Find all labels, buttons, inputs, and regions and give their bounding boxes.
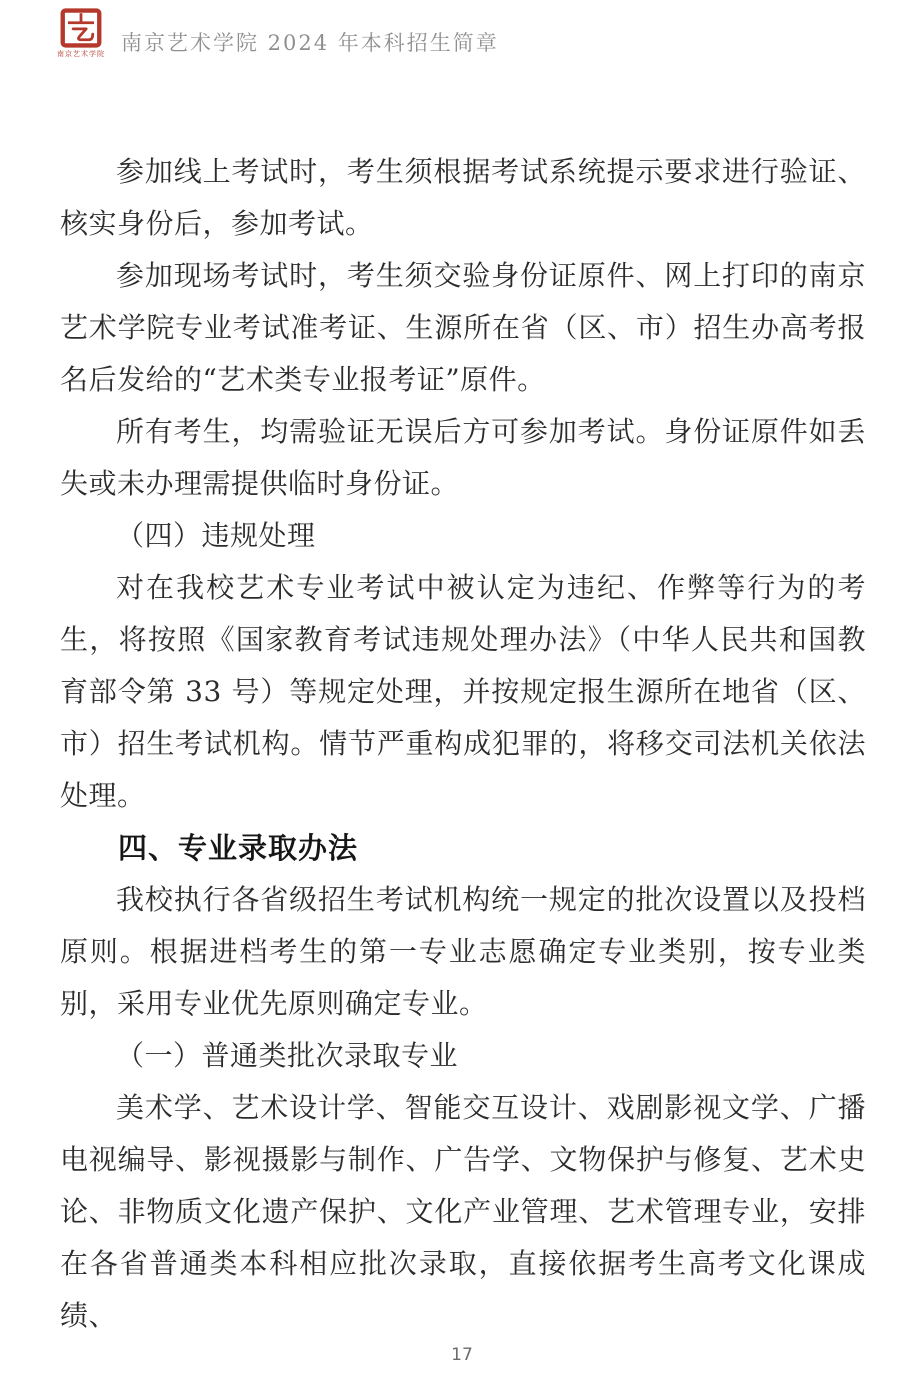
subheading-violation-handling: （四）违规处理 <box>116 519 316 552</box>
paragraph-majors-list: 美术学、艺术设计学、智能交互设计、戏剧影视文学、广播电视编导、影视摄影与制作、广告学、文物保护与修复、艺术史论、非物质文化遗产保护、文化产业管理、艺术管理专业，安排在各省普通类本科相应批次录取，直接依据考生高考文化课成绩、 <box>60 1091 866 1332</box>
paragraph-all-candidates-id: 所有考生，均需验证无误后方可参加考试。身份证原件如丢失或未办理需提供临时身份证。 <box>60 415 866 500</box>
paragraph-onsite-exam-documents: 参加现场考试时，考生须交验身份证原件、网上打印的南京艺术学院专业考试准考证、生源所在省（区、市）招生办高考报名后发给的“艺术类专业报考证”原件。 <box>60 259 866 396</box>
document-body <box>60 146 866 1342</box>
paragraph-online-exam-verification: 参加线上考试时，考生须根据考试系统提示要求进行验证、核实身份后，参加考试。 <box>60 155 866 240</box>
university-seal-icon <box>60 8 102 48</box>
paragraph-batch-principles: 我校执行各省级招生考试机构统一规定的批次设置以及投档原则。根据进档考生的第一专业志愿确定专业类别，按专业类别，采用专业优先原则确定专业。 <box>60 883 866 1020</box>
university-logo <box>55 8 107 58</box>
header-title: 南京艺术学院 2024 年本科招生简章 <box>121 31 499 55</box>
paragraph-violation-policy: 对在我校艺术专业考试中被认定为违纪、作弊等行为的考生，将按照《国家教育考试违规处理办法》（中华人民共和国教育部令第 33 号）等规定处理，并按规定报生源所在地省（区、市）招生考试机构。情节严重构成犯罪的，将移交司法机关依法处理。 <box>60 571 866 812</box>
logo-caption: 南京艺术学院 <box>57 50 105 58</box>
section-heading-admission-method: 四、专业录取办法 <box>118 831 359 865</box>
page-number: 17 <box>451 1345 473 1365</box>
subheading-regular-batch-majors: （一）普通类批次录取专业 <box>116 1039 459 1072</box>
page-footer <box>0 1345 924 1365</box>
page-header <box>55 8 499 58</box>
